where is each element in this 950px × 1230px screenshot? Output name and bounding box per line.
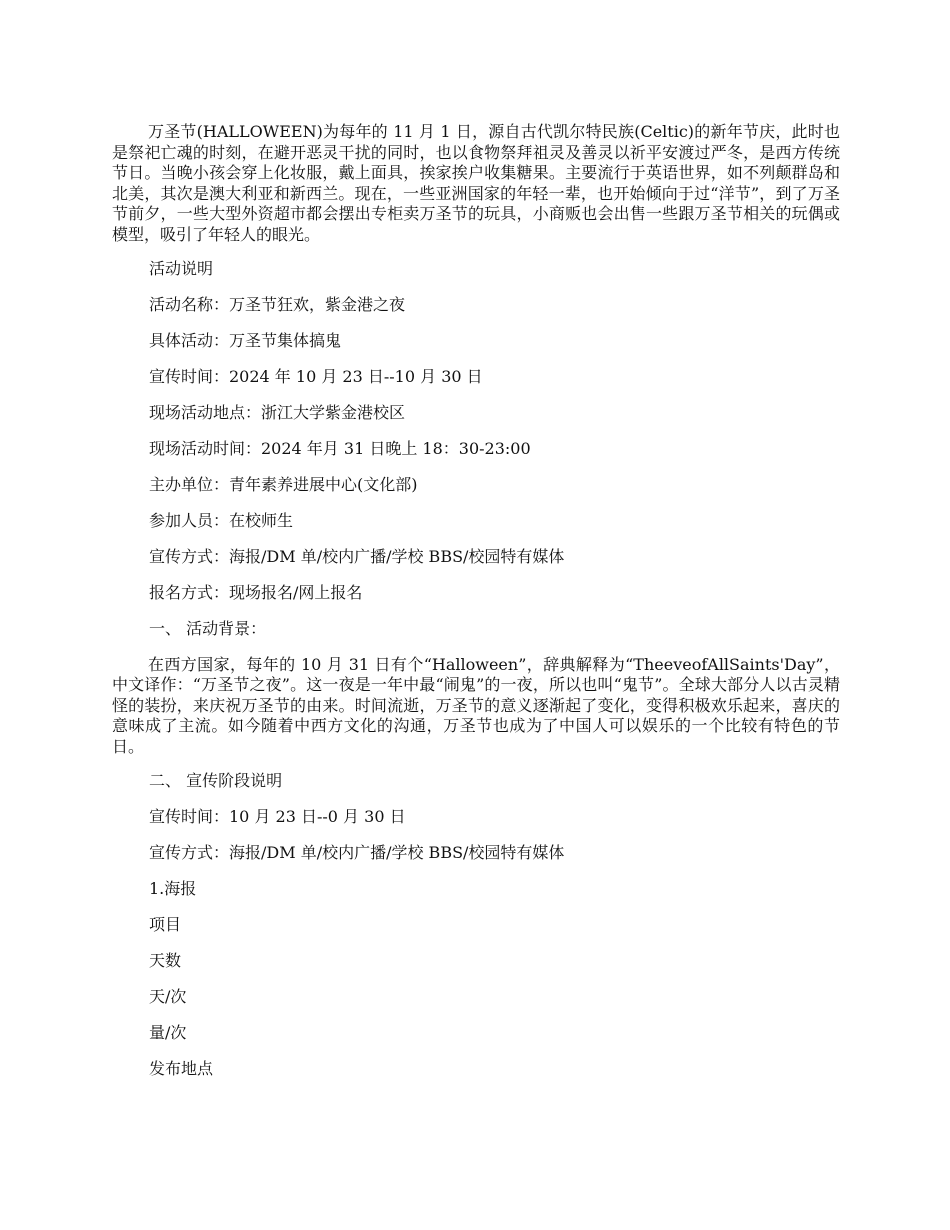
- promo-method: 宣传方式：海报/DM 单/校内广播/学校 BBS/校园特有媒体: [149, 546, 565, 566]
- table-col-day-per-time: 天/次: [149, 986, 187, 1006]
- participants: 参加人员：在校师生: [149, 510, 294, 530]
- section-activity-heading: 活动说明: [149, 258, 214, 278]
- promo-time-2: 宣传时间：10 月 23 日--0 月 30 日: [149, 806, 406, 826]
- heading-promo-stage: 二、 宣传阶段说明: [149, 770, 283, 790]
- table-col-days: 天数: [149, 950, 182, 970]
- intro-paragraph: 万圣节(HALLOWEEN)为每年的 11 月 1 日，源自古代凯尔特民族(Celtic)的新年节庆，此时也是祭祀亡魂的时刻，在避开恶灵干扰的同时，也以食物祭拜祖灵及善灵以祈平安渡过严冬，是西方传统节日。当晚小孩会穿上化妆服，戴上面具，挨家挨户收集糖果。主要流行于英语世界，如不列颠群岛和北美，其次是澳大利亚和新西兰。现在，一些亚洲国家的年轻一辈，也开始倾向于过“洋节”，到了万圣节前夕，一些大型外资超市都会摆出专柜卖万圣节的玩具，小商贩也会出售一些跟万圣节相关的玩偶或模型，吸引了年轻人的眼光。: [112, 122, 840, 244]
- document-page: [112, 122, 840, 1079]
- table-col-location: 发布地点: [149, 1058, 214, 1078]
- table-col-qty-per-time: 量/次: [149, 1022, 187, 1042]
- poster-heading: 1.海报: [149, 878, 197, 898]
- table-col-item: 项目: [149, 914, 182, 934]
- event-time: 现场活动时间：2024 年月 31 日晚上 18：30-23:00: [149, 438, 531, 458]
- organizer: 主办单位：青年素养进展中心(文化部): [149, 474, 418, 494]
- activity-detail: 具体活动：万圣节集体搞鬼: [149, 330, 342, 350]
- heading-background: 一、 活动背景：: [149, 618, 267, 638]
- venue: 现场活动地点：浙江大学紫金港校区: [149, 402, 406, 422]
- activity-name: 活动名称：万圣节狂欢，紫金港之夜: [149, 294, 406, 314]
- promo-time: 宣传时间：2024 年 10 月 23 日--10 月 30 日: [149, 366, 483, 386]
- signup-method: 报名方式：现场报名/网上报名: [149, 582, 363, 602]
- promo-method-2: 宣传方式：海报/DM 单/校内广播/学校 BBS/校园特有媒体: [149, 842, 565, 862]
- background-paragraph: 在西方国家，每年的 10 月 31 日有个“Halloween”，辞典解释为“TheeveofAllSaints'Day”，中文译作：“万圣节之夜”。这一夜是一年中最“闹鬼”的一夜，所以也叫“鬼节”。全球大部分人以古灵精怪的装扮，来庆祝万圣节的由来。时间流逝，万圣节的意义逐渐起了变化，变得积极欢乐起来，喜庆的意味成了主流。如今随着中西方文化的沟通，万圣节也成为了中国人可以娱乐的一个比较有特色的节日。: [112, 654, 840, 756]
